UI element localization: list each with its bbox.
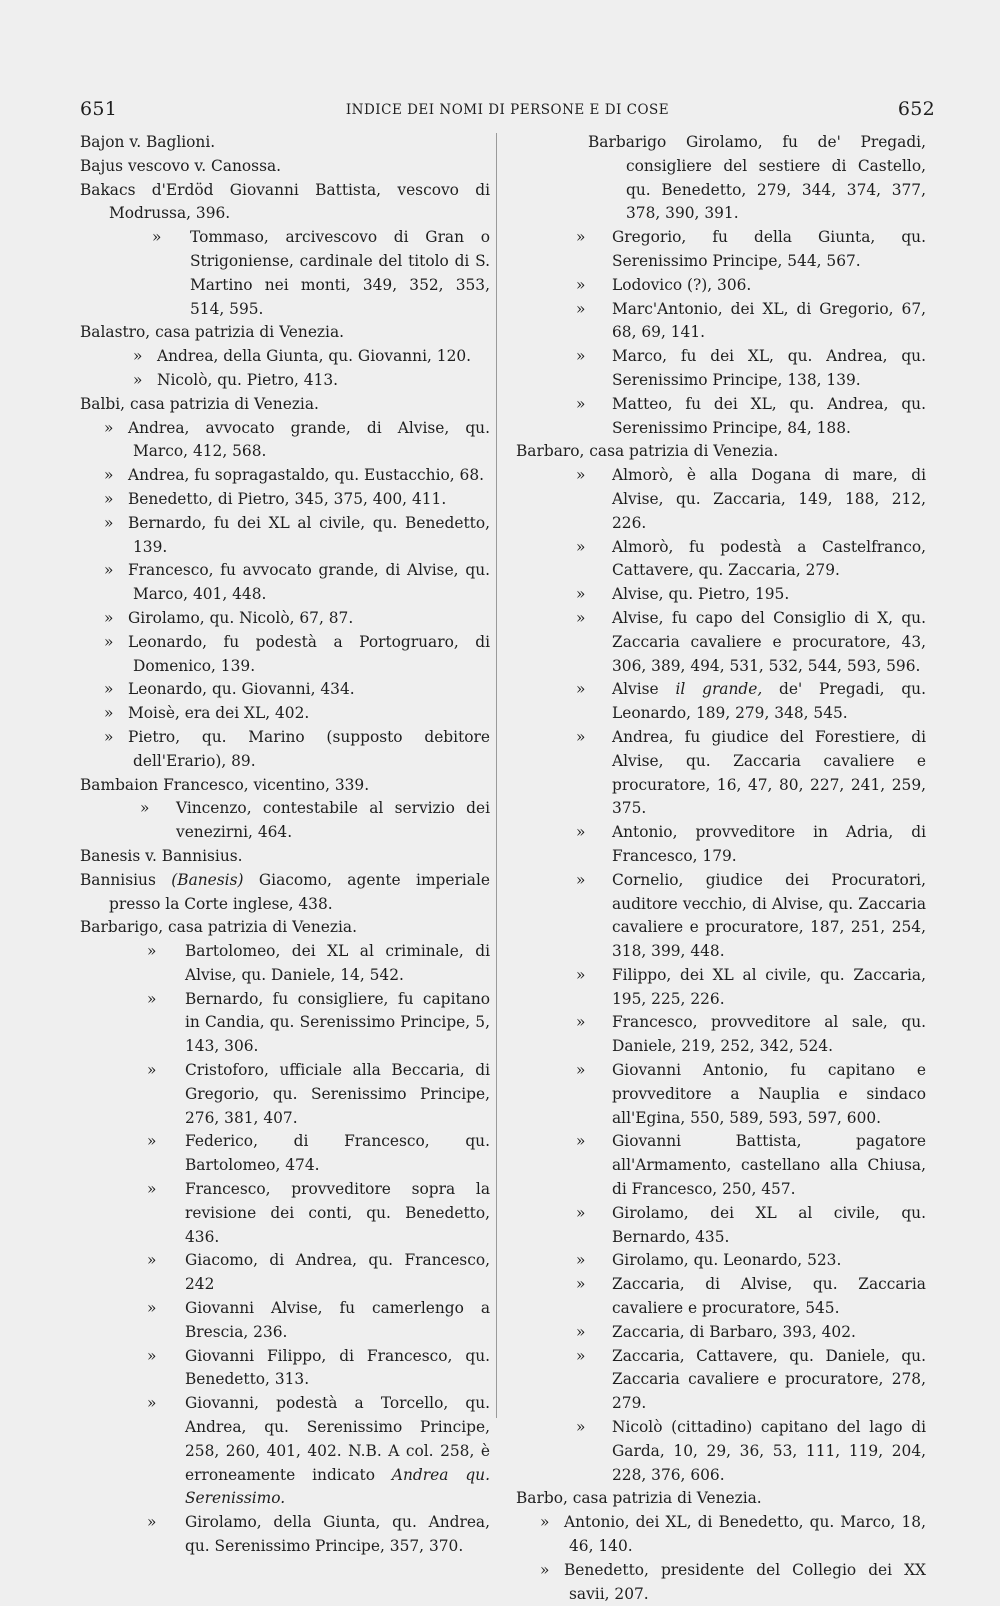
ditto-mark: » (104, 466, 114, 485)
index-subentry: » Zaccaria, di Alvise, qu. Zaccaria cavaliere e procuratore, 545. (576, 1275, 926, 1318)
ditto-mark: » (576, 1251, 586, 1270)
ditto-mark: » (576, 1322, 586, 1341)
running-title: INDICE DEI NOMI DI PERSONE E DI COSE (345, 102, 670, 118)
ditto-mark: » (104, 680, 114, 699)
index-subentry: » Zaccaria, Cattavere, qu. Daniele, qu. Zaccaria cavaliere e procuratore, 278, 279. (576, 1346, 926, 1413)
index-subentry: » Bernardo, fu dei XL al civile, qu. Benedetto, 139. (104, 513, 490, 556)
ditto-mark: » (576, 608, 586, 627)
index-subentry: » Marco, fu dei XL, qu. Andrea, qu. Serenissimo Principe, 138, 139. (576, 347, 926, 389)
ditto-mark: » (576, 1061, 586, 1080)
ditto-mark: » (576, 228, 586, 247)
ditto-mark: » (576, 870, 586, 889)
ditto-mark: » (147, 1299, 157, 1318)
ditto-mark: » (147, 1061, 157, 1080)
page-number-left: 651 (80, 98, 118, 120)
ditto-mark: » (576, 275, 586, 294)
ditto-mark: » (147, 1394, 157, 1413)
index-subentry: » Giovanni Antonio, fu capitano e provveditore a Nauplia e sindaco all'Egina, 550, 589, 593, 597, 600. (576, 1061, 926, 1127)
ditto-mark: » (576, 466, 586, 485)
ditto-mark: » (147, 1251, 157, 1270)
index-subentry: » Bartolomeo, dei XL al criminale, di Alvise, qu. Daniele, 14, 542. (147, 942, 490, 984)
index-subentry: » Francesco, fu avvocato grande, di Alvise, qu. Marco, 401, 448. (104, 561, 490, 604)
ditto-mark: » (147, 989, 157, 1008)
index-subentry: » Pietro, qu. Marino (supposto debitore dell'Erario), 89. (104, 727, 490, 770)
ditto-mark: » (104, 608, 114, 627)
ditto-mark: » (540, 1560, 550, 1579)
ditto-mark: » (147, 1132, 157, 1151)
index-subentry: » Moisè, era dei XL, 402. (80, 702, 490, 726)
index-subentry: » Girolamo, qu. Nicolò, 67, 87. (80, 607, 490, 631)
index-subentry: » Giovanni Battista, pagatore all'Armamento, castellano alla Chiusa, di Francesco, 250, 457. (576, 1132, 926, 1199)
page-number-right: 652 (897, 98, 935, 120)
ditto-mark: » (104, 632, 114, 651)
ditto-mark: » (576, 1275, 586, 1294)
index-subentry: » Giovanni Alvise, fu camerlengo a Brescia, 236. (147, 1299, 490, 1341)
ditto-mark: » (104, 727, 114, 746)
index-subentry: » Leonardo, qu. Giovanni, 434. (80, 678, 490, 702)
ditto-mark: » (576, 680, 586, 699)
index-subentry: » Cristoforo, ufficiale alla Beccaria, di Gregorio, qu. Serenissimo Principe, 276, 381, 407. (147, 1061, 490, 1127)
ditto-mark: » (576, 537, 586, 556)
index-subentry: » Federico, di Francesco, qu. Bartolomeo, 474. (147, 1132, 490, 1175)
index-subentry: » Tommaso, arcivescovo di Gran o Strigoniense, cardinale del titolo di S. Martino nei monti, 349, 352, 353, 514, 595. (152, 228, 490, 318)
index-entry: Barbarigo, casa patrizia di Venezia. (80, 918, 358, 937)
index-subentry: » Andrea, della Giunta, qu. Giovanni, 120. (80, 345, 490, 369)
ditto-mark: » (576, 823, 586, 842)
index-subentry: » Andrea, fu sopragastaldo, qu. Eustacchio, 68. (80, 464, 490, 488)
ditto-mark: » (576, 1346, 586, 1365)
ditto-mark: » (104, 561, 114, 580)
index-subentry: » Almorò, è alla Dogana di mare, di Alvise, qu. Zaccaria, 149, 188, 212, 226. (576, 466, 926, 532)
ditto-mark: » (576, 1203, 586, 1222)
index-subentry: » Bernardo, fu consigliere, fu capitano in Candia, qu. Serenissimo Principe, 5, 143, 306. (147, 989, 490, 1056)
index-entry: Balbi, casa patrizia di Venezia. (80, 394, 319, 413)
index-subentry: » Antonio, provveditore in Adria, di Francesco, 179. (576, 823, 926, 865)
index-entry: Bannisius (Banesis) Giacomo, agente imperiale presso la Corte inglese, 438. (80, 870, 490, 913)
ditto-mark: » (133, 347, 143, 366)
index-subentry: » Girolamo, qu. Leonardo, 523. (516, 1249, 926, 1273)
ditto-mark: » (147, 1180, 157, 1199)
index-subentry: » Girolamo, della Giunta, qu. Andrea, qu. Serenissimo Principe, 357, 370. (147, 1513, 490, 1556)
index-subentry: » Cornelio, giudice dei Procuratori, auditore vecchio, di Alvise, qu. Zaccaria cavaliere e procuratore, 187, 251, 254, 318, 399, 448. (576, 870, 926, 961)
index-subentry: » Giovanni Filippo, di Francesco, qu. Benedetto, 313. (147, 1346, 490, 1389)
column-divider (496, 133, 497, 1418)
index-subentry: » Girolamo, dei XL al civile, qu. Bernardo, 435. (576, 1203, 926, 1246)
running-header (80, 92, 935, 122)
ditto-mark: » (576, 965, 586, 984)
index-subentry: » Andrea, avvocato grande, di Alvise, qu. Marco, 412, 568. (104, 418, 490, 461)
ditto-mark: » (147, 942, 157, 961)
ditto-mark: » (104, 418, 114, 437)
index-entry: Barbaro, casa patrizia di Venezia. (516, 442, 779, 461)
index-subentry: » Zaccaria, di Barbaro, 393, 402. (516, 1321, 926, 1345)
index-entry: Banesis v. Bannisius. (80, 846, 243, 865)
ditto-mark: » (576, 347, 586, 366)
ditto-mark: » (576, 1132, 586, 1151)
index-subentry: » Andrea, fu giudice del Forestiere, di Alvise, qu. Zaccaria cavaliere e procuratore, 16, 47, 80, 227, 241, 259, 375. (576, 727, 926, 818)
ditto-mark: » (576, 299, 586, 318)
index-subentry: » Francesco, provveditore al sale, qu. Daniele, 219, 252, 342, 524. (576, 1013, 926, 1056)
ditto-mark: » (133, 370, 143, 389)
index-column-left (80, 131, 490, 1559)
index-subentry: » Matteo, fu dei XL, qu. Andrea, qu. Serenissimo Principe, 84, 188. (576, 394, 926, 437)
index-subentry: » Gregorio, fu della Giunta, qu. Serenissimo Principe, 544, 567. (576, 228, 926, 270)
ditto-mark: » (104, 513, 114, 532)
index-subentry: » Vincenzo, contestabile al servizio dei venezirni, 464. (140, 799, 490, 842)
index-entry: Barbarigo Girolamo, fu de' Pregadi, consigliere del sestiere di Castello, qu. Benedetto, 279, 344, 374, 377, 378, 390, 391. (588, 133, 926, 223)
index-subentry: » Lodovico (?), 306. (516, 274, 926, 298)
ditto-mark: » (576, 1013, 586, 1032)
index-subentry: » Nicolò (cittadino) capitano del lago di Garda, 10, 29, 36, 53, 111, 119, 204, 228, 376, 606. (576, 1418, 926, 1484)
index-subentry: » Francesco, provveditore sopra la revisione dei conti, qu. Benedetto, 436. (147, 1180, 490, 1246)
ditto-mark: » (576, 1418, 586, 1437)
index-entry: Balastro, casa patrizia di Venezia. (80, 323, 345, 342)
ditto-mark: » (147, 1346, 157, 1365)
ditto-mark: » (147, 1513, 157, 1532)
ditto-mark: » (576, 585, 586, 604)
index-subentry: » Alvise, qu. Pietro, 195. (516, 583, 926, 607)
index-subentry: » Benedetto, di Pietro, 345, 375, 400, 411. (80, 488, 490, 512)
ditto-mark: » (140, 799, 150, 818)
index-column-right (516, 131, 926, 1606)
index-subentry: » Antonio, dei XL, di Benedetto, qu. Marco, 18, 46, 140. (540, 1513, 926, 1556)
index-subentry: » Marc'Antonio, dei XL, di Gregorio, 67, 68, 69, 141. (576, 299, 926, 342)
index-subentry: » Almorò, fu podestà a Castelfranco, Cattavere, qu. Zaccaria, 279. (576, 537, 926, 580)
index-entry: Bakacs d'Erdöd Giovanni Battista, vescovo di Modrussa, 396. (80, 180, 490, 223)
ditto-mark: » (540, 1513, 550, 1532)
ditto-mark: » (576, 394, 586, 413)
index-subentry: » Giacomo, di Andrea, qu. Francesco, 242 (147, 1251, 490, 1294)
index-entry: Barbo, casa patrizia di Venezia. (516, 1489, 762, 1508)
index-subentry: » Filippo, dei XL al civile, qu. Zaccaria, 195, 225, 226. (576, 965, 926, 1008)
ditto-mark: » (152, 228, 162, 247)
index-subentry: » Giovanni, podestà a Torcello, qu. Andrea, qu. Serenissimo Principe, 258, 260, 401, 402. N.B. A col. 258, è erroneamente indicato Andrea qu. Serenissimo. (147, 1394, 490, 1508)
index-entry: Bambaion Francesco, vicentino, 339. (80, 775, 370, 794)
index-subentry: » Alvise il grande, de' Pregadi, qu. Leonardo, 189, 279, 348, 545. (576, 680, 926, 723)
index-subentry: » Leonardo, fu podestà a Portogruaro, di Domenico, 139. (104, 632, 490, 675)
index-subentry: » Alvise, fu capo del Consiglio di X, qu. Zaccaria cavaliere e procuratore, 43, 306, 389, 494, 531, 532, 544, 593, 596. (576, 608, 926, 675)
ditto-mark: » (576, 727, 586, 746)
index-entry: Bajon v. Baglioni. (80, 133, 216, 151)
ditto-mark: » (104, 489, 114, 508)
index-entry: Bajus vescovo v. Canossa. (80, 156, 282, 175)
ditto-mark: » (104, 704, 114, 723)
index-subentry: » Nicolò, qu. Pietro, 413. (80, 369, 490, 393)
index-subentry: » Benedetto, presidente del Collegio dei XX savii, 207. (540, 1560, 926, 1603)
